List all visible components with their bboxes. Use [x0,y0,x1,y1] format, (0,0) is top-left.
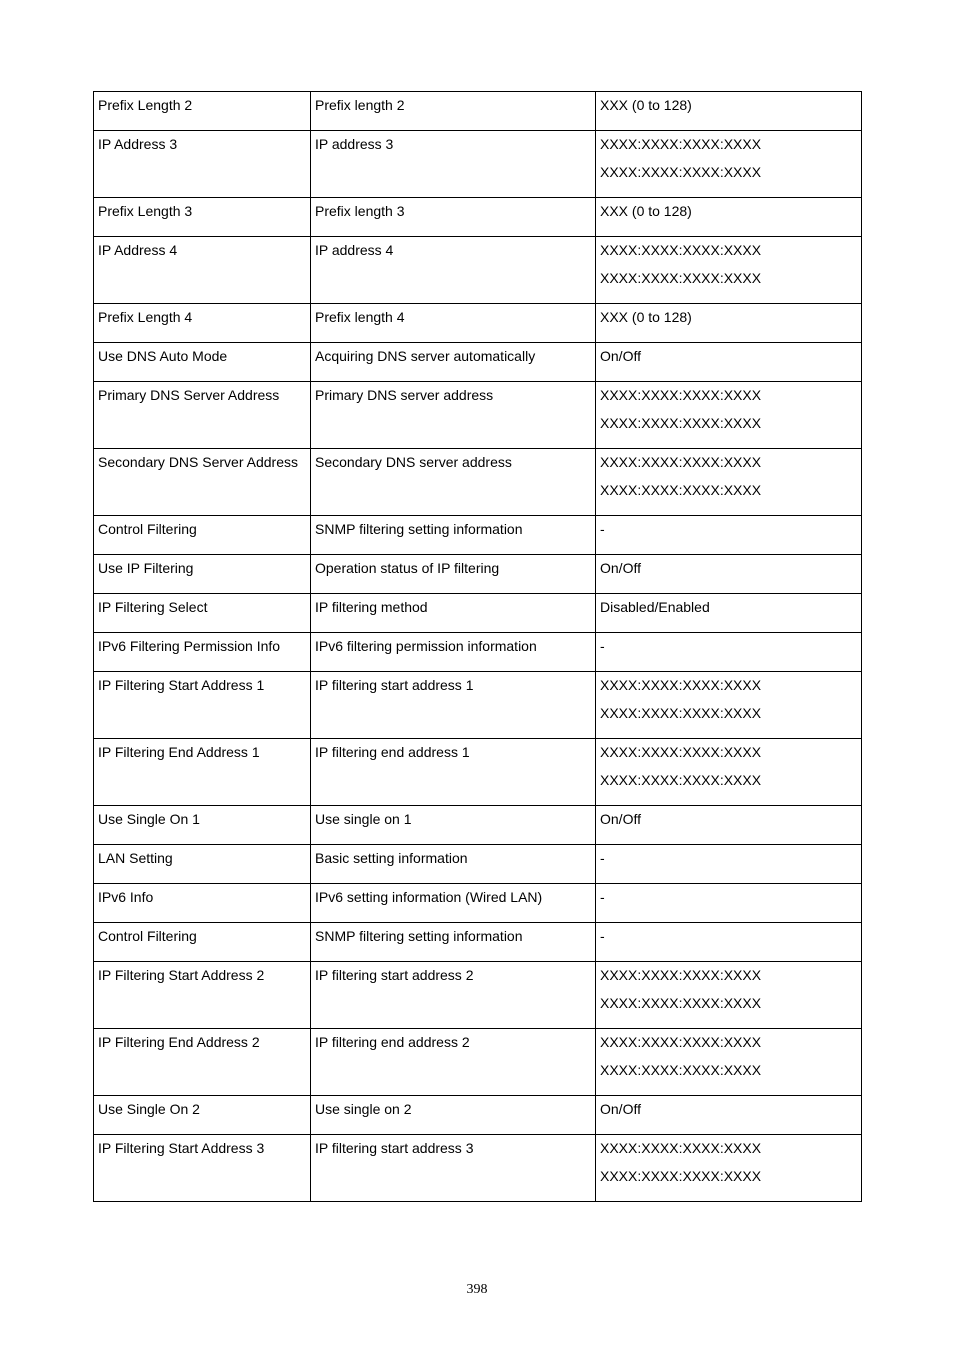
setting-description-cell: SNMP filtering setting information [311,516,596,555]
setting-value-line: On/Off [600,560,641,576]
setting-value-line: XXXX:XXXX:XXXX:XXXX [600,967,762,983]
setting-value-line: - [600,521,605,537]
setting-value-cell [596,962,862,1029]
setting-value-line: Disabled/Enabled [600,599,710,615]
table-row [94,672,862,739]
table-row [94,594,862,633]
setting-item-cell: Prefix Length 2 [94,92,311,131]
setting-value-cell [596,198,862,237]
setting-value-line: - [600,889,605,905]
setting-item-cell: Use Single On 1 [94,806,311,845]
setting-value-cell [596,672,862,739]
setting-value-cell [596,382,862,449]
setting-value-cell [596,1029,862,1096]
table-row [94,92,862,131]
setting-description-cell: IPv6 setting information (Wired LAN) [311,884,596,923]
setting-value-line: XXXX:XXXX:XXXX:XXXX [600,677,762,693]
setting-value-cell [596,884,862,923]
setting-value-line: XXXX:XXXX:XXXX:XXXX [600,415,762,431]
setting-item-cell: Control Filtering [94,516,311,555]
setting-item-cell: IPv6 Info [94,884,311,923]
table-row [94,304,862,343]
table-row [94,633,862,672]
setting-description-cell: Basic setting information [311,845,596,884]
setting-value-cell [596,923,862,962]
setting-item-cell: Prefix Length 3 [94,198,311,237]
setting-item-cell: IP Filtering Start Address 1 [94,672,311,739]
settings-table [93,91,862,1202]
table-row [94,962,862,1029]
page-number: 398 [466,1282,488,1297]
table-row [94,806,862,845]
setting-description-cell: Prefix length 3 [311,198,596,237]
setting-item-cell: Secondary DNS Server Address [94,449,311,516]
setting-value-line: XXXX:XXXX:XXXX:XXXX [600,164,762,180]
setting-value-line: On/Off [600,1101,641,1117]
table-row [94,1029,862,1096]
setting-item-cell: IP Address 3 [94,131,311,198]
setting-description-cell: IP filtering start address 1 [311,672,596,739]
setting-value-line: XXXX:XXXX:XXXX:XXXX [600,705,762,721]
setting-description-cell: IP filtering end address 1 [311,739,596,806]
setting-value-cell [596,633,862,672]
setting-description-cell: IP filtering start address 3 [311,1135,596,1202]
table-row [94,739,862,806]
setting-value-cell [596,237,862,304]
setting-item-cell: IP Filtering Start Address 2 [94,962,311,1029]
table-row [94,449,862,516]
setting-item-cell: Use IP Filtering [94,555,311,594]
setting-description-cell: Operation status of IP filtering [311,555,596,594]
setting-value-cell [596,92,862,131]
table-row [94,198,862,237]
setting-value-cell [596,516,862,555]
setting-value-line: XXXX:XXXX:XXXX:XXXX [600,995,762,1011]
setting-description-cell: IP filtering start address 2 [311,962,596,1029]
setting-value-line: XXXX:XXXX:XXXX:XXXX [600,136,762,152]
setting-item-cell: Primary DNS Server Address [94,382,311,449]
setting-value-line: XXXX:XXXX:XXXX:XXXX [600,1140,762,1156]
setting-item-cell: IP Filtering End Address 2 [94,1029,311,1096]
table-row [94,1096,862,1135]
setting-description-cell: Primary DNS server address [311,382,596,449]
table-row [94,845,862,884]
setting-description-cell: IP filtering method [311,594,596,633]
setting-value-line: XXXX:XXXX:XXXX:XXXX [600,387,762,403]
setting-description-cell: IPv6 filtering permission information [311,633,596,672]
setting-value-line: XXXX:XXXX:XXXX:XXXX [600,454,762,470]
setting-item-cell: Prefix Length 4 [94,304,311,343]
setting-value-line: XXXX:XXXX:XXXX:XXXX [600,1034,762,1050]
setting-value-cell [596,343,862,382]
table-row [94,1135,862,1202]
setting-description-cell: SNMP filtering setting information [311,923,596,962]
setting-value-line: - [600,928,605,944]
setting-value-line: XXX (0 to 128) [600,203,692,219]
settings-table-body [94,92,862,1202]
table-row [94,516,862,555]
setting-value-line: XXXX:XXXX:XXXX:XXXX [600,482,762,498]
setting-value-line: - [600,638,605,654]
setting-item-cell: IP Filtering Select [94,594,311,633]
setting-value-cell [596,739,862,806]
setting-value-cell [596,1096,862,1135]
setting-item-cell: IPv6 Filtering Permission Info [94,633,311,672]
setting-value-line: - [600,850,605,866]
setting-value-line: XXXX:XXXX:XXXX:XXXX [600,772,762,788]
setting-value-cell [596,845,862,884]
setting-value-line: XXXX:XXXX:XXXX:XXXX [600,1168,762,1184]
table-row [94,382,862,449]
setting-value-line: XXX (0 to 128) [600,309,692,325]
setting-description-cell: Use single on 1 [311,806,596,845]
setting-value-line: XXXX:XXXX:XXXX:XXXX [600,270,762,286]
table-row [94,923,862,962]
setting-description-cell: Use single on 2 [311,1096,596,1135]
setting-item-cell: Use DNS Auto Mode [94,343,311,382]
table-row [94,343,862,382]
setting-value-line: XXXX:XXXX:XXXX:XXXX [600,242,762,258]
setting-item-cell: LAN Setting [94,845,311,884]
setting-value-cell [596,1135,862,1202]
table-row [94,884,862,923]
setting-value-cell [596,304,862,343]
setting-description-cell: Prefix length 2 [311,92,596,131]
setting-value-line: XXX (0 to 128) [600,97,692,113]
setting-value-cell [596,555,862,594]
table-row [94,237,862,304]
setting-value-line: XXXX:XXXX:XXXX:XXXX [600,744,762,760]
setting-value-line: XXXX:XXXX:XXXX:XXXX [600,1062,762,1078]
setting-description-cell: IP filtering end address 2 [311,1029,596,1096]
setting-description-cell: Secondary DNS server address [311,449,596,516]
setting-value-cell [596,449,862,516]
table-row [94,555,862,594]
setting-item-cell: IP Address 4 [94,237,311,304]
setting-item-cell: IP Filtering End Address 1 [94,739,311,806]
setting-value-cell [596,806,862,845]
setting-description-cell: Acquiring DNS server automatically [311,343,596,382]
setting-value-line: On/Off [600,348,641,364]
setting-description-cell: Prefix length 4 [311,304,596,343]
setting-item-cell: Control Filtering [94,923,311,962]
setting-description-cell: IP address 3 [311,131,596,198]
setting-value-cell [596,131,862,198]
setting-item-cell: Use Single On 2 [94,1096,311,1135]
setting-value-cell [596,594,862,633]
setting-item-cell: IP Filtering Start Address 3 [94,1135,311,1202]
setting-description-cell: IP address 4 [311,237,596,304]
table-row [94,131,862,198]
setting-value-line: On/Off [600,811,641,827]
